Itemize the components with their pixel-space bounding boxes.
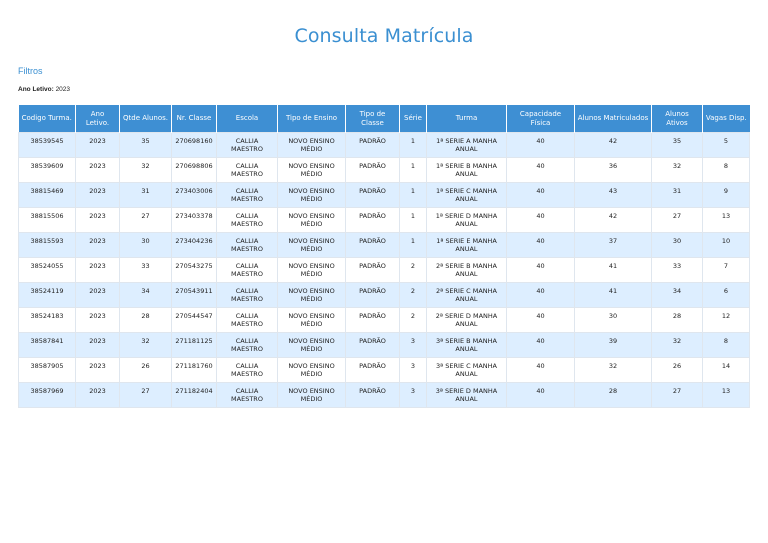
cell-serie: 1 [400, 158, 427, 183]
cell-capacidade-fisica: 40 [507, 358, 575, 383]
cell-alunos-matriculados: 41 [575, 258, 652, 283]
cell-qtde-alunos: 33 [120, 258, 172, 283]
cell-codigo-turma: 38539609 [19, 158, 76, 183]
cell-codigo-turma: 38815469 [19, 183, 76, 208]
cell-vagas-disp: 8 [703, 333, 750, 358]
cell-alunos-ativos: 33 [652, 258, 703, 283]
cell-capacidade-fisica: 40 [507, 233, 575, 258]
table-body [19, 133, 750, 408]
cell-turma: 1ª SERIE B MANHA ANUAL [427, 158, 507, 183]
table-row [19, 158, 750, 183]
enrollment-table [18, 105, 750, 408]
cell-alunos-ativos: 28 [652, 308, 703, 333]
cell-tipo-classe: PADRÃO [346, 308, 400, 333]
column-header-serie: Série [400, 105, 427, 133]
cell-capacidade-fisica: 40 [507, 283, 575, 308]
cell-alunos-matriculados: 30 [575, 308, 652, 333]
cell-escola: CALLIA MAESTRO [217, 233, 278, 258]
cell-tipo-ensino: NOVO ENSINO MÉDIO [278, 133, 346, 158]
cell-vagas-disp: 8 [703, 158, 750, 183]
column-header-alunos-matriculados: Alunos Matriculados [575, 105, 652, 133]
table-row [19, 258, 750, 283]
cell-ano-letivo: 2023 [76, 283, 120, 308]
cell-tipo-classe: PADRÃO [346, 283, 400, 308]
cell-tipo-classe: PADRÃO [346, 358, 400, 383]
cell-turma: 1ª SERIE C MANHA ANUAL [427, 183, 507, 208]
cell-ano-letivo: 2023 [76, 383, 120, 408]
cell-nr-classe: 270543911 [172, 283, 217, 308]
column-header-turma: Turma [427, 105, 507, 133]
cell-capacidade-fisica: 40 [507, 183, 575, 208]
column-header-escola: Escola [217, 105, 278, 133]
cell-tipo-ensino: NOVO ENSINO MÉDIO [278, 183, 346, 208]
cell-alunos-ativos: 31 [652, 183, 703, 208]
cell-escola: CALLIA MAESTRO [217, 158, 278, 183]
cell-tipo-ensino: NOVO ENSINO MÉDIO [278, 383, 346, 408]
cell-qtde-alunos: 34 [120, 283, 172, 308]
cell-tipo-classe: PADRÃO [346, 383, 400, 408]
cell-alunos-ativos: 32 [652, 333, 703, 358]
cell-ano-letivo: 2023 [76, 233, 120, 258]
cell-qtde-alunos: 32 [120, 158, 172, 183]
filter-ano-letivo [18, 86, 70, 93]
cell-alunos-ativos: 32 [652, 158, 703, 183]
table-row [19, 308, 750, 333]
cell-turma: 1ª SERIE A MANHA ANUAL [427, 133, 507, 158]
cell-qtde-alunos: 27 [120, 208, 172, 233]
cell-nr-classe: 270543275 [172, 258, 217, 283]
column-header-ano-letivo: Ano Letivo. [76, 105, 120, 133]
cell-serie: 1 [400, 133, 427, 158]
cell-tipo-ensino: NOVO ENSINO MÉDIO [278, 308, 346, 333]
table-row [19, 283, 750, 308]
cell-ano-letivo: 2023 [76, 183, 120, 208]
column-header-capacidade-fisica: Capacidade Física [507, 105, 575, 133]
cell-codigo-turma: 38539545 [19, 133, 76, 158]
cell-serie: 3 [400, 333, 427, 358]
cell-nr-classe: 271182404 [172, 383, 217, 408]
cell-turma: 3ª SERIE B MANHA ANUAL [427, 333, 507, 358]
cell-vagas-disp: 10 [703, 233, 750, 258]
cell-tipo-classe: PADRÃO [346, 158, 400, 183]
cell-nr-classe: 273403378 [172, 208, 217, 233]
cell-capacidade-fisica: 40 [507, 133, 575, 158]
cell-turma: 1ª SERIE D MANHA ANUAL [427, 208, 507, 233]
column-header-nr-classe: Nr. Classe [172, 105, 217, 133]
cell-escola: CALLIA MAESTRO [217, 283, 278, 308]
cell-turma: 3ª SERIE C MANHA ANUAL [427, 358, 507, 383]
filter-value: 2023 [55, 86, 71, 93]
table-row [19, 233, 750, 258]
cell-qtde-alunos: 35 [120, 133, 172, 158]
cell-serie: 3 [400, 358, 427, 383]
cell-vagas-disp: 14 [703, 358, 750, 383]
column-header-alunos-ativos: Alunos Ativos [652, 105, 703, 133]
cell-codigo-turma: 38587841 [19, 333, 76, 358]
cell-serie: 2 [400, 308, 427, 333]
cell-vagas-disp: 7 [703, 258, 750, 283]
cell-ano-letivo: 2023 [76, 308, 120, 333]
cell-ano-letivo: 2023 [76, 358, 120, 383]
cell-tipo-classe: PADRÃO [346, 133, 400, 158]
cell-nr-classe: 271181125 [172, 333, 217, 358]
table-row [19, 208, 750, 233]
column-header-vagas-disp: Vagas Disp. [703, 105, 750, 133]
column-header-tipo-classe: Tipo de Classe [346, 105, 400, 133]
cell-escola: CALLIA MAESTRO [217, 133, 278, 158]
cell-ano-letivo: 2023 [76, 208, 120, 233]
cell-alunos-matriculados: 32 [575, 358, 652, 383]
cell-tipo-ensino: NOVO ENSINO MÉDIO [278, 158, 346, 183]
cell-capacidade-fisica: 40 [507, 333, 575, 358]
cell-codigo-turma: 38524183 [19, 308, 76, 333]
cell-escola: CALLIA MAESTRO [217, 333, 278, 358]
cell-ano-letivo: 2023 [76, 133, 120, 158]
cell-capacidade-fisica: 40 [507, 383, 575, 408]
cell-alunos-matriculados: 41 [575, 283, 652, 308]
cell-ano-letivo: 2023 [76, 333, 120, 358]
cell-tipo-ensino: NOVO ENSINO MÉDIO [278, 283, 346, 308]
cell-vagas-disp: 5 [703, 133, 750, 158]
cell-codigo-turma: 38524119 [19, 283, 76, 308]
cell-alunos-matriculados: 37 [575, 233, 652, 258]
cell-vagas-disp: 13 [703, 208, 750, 233]
cell-escola: CALLIA MAESTRO [217, 308, 278, 333]
cell-tipo-ensino: NOVO ENSINO MÉDIO [278, 358, 346, 383]
table-header-row [19, 105, 750, 133]
cell-codigo-turma: 38587905 [19, 358, 76, 383]
cell-alunos-matriculados: 43 [575, 183, 652, 208]
cell-escola: CALLIA MAESTRO [217, 258, 278, 283]
cell-qtde-alunos: 30 [120, 233, 172, 258]
cell-qtde-alunos: 26 [120, 358, 172, 383]
cell-tipo-classe: PADRÃO [346, 233, 400, 258]
cell-alunos-matriculados: 42 [575, 133, 652, 158]
cell-alunos-ativos: 35 [652, 133, 703, 158]
cell-capacidade-fisica: 40 [507, 258, 575, 283]
column-header-codigo-turma: Codigo Turma. [19, 105, 76, 133]
cell-turma: 2ª SERIE B MANHA ANUAL [427, 258, 507, 283]
cell-escola: CALLIA MAESTRO [217, 358, 278, 383]
cell-qtde-alunos: 32 [120, 333, 172, 358]
filters-heading: Filtros [18, 66, 43, 76]
cell-tipo-classe: PADRÃO [346, 258, 400, 283]
cell-alunos-ativos: 26 [652, 358, 703, 383]
cell-nr-classe: 271181760 [172, 358, 217, 383]
column-header-qtde-alunos: Qtde Alunos. [120, 105, 172, 133]
table-row [19, 358, 750, 383]
cell-nr-classe: 273404236 [172, 233, 217, 258]
table-row [19, 333, 750, 358]
cell-qtde-alunos: 31 [120, 183, 172, 208]
cell-alunos-matriculados: 39 [575, 333, 652, 358]
cell-serie: 1 [400, 233, 427, 258]
cell-tipo-ensino: NOVO ENSINO MÉDIO [278, 333, 346, 358]
cell-codigo-turma: 38815506 [19, 208, 76, 233]
table-row [19, 183, 750, 208]
cell-qtde-alunos: 28 [120, 308, 172, 333]
cell-escola: CALLIA MAESTRO [217, 208, 278, 233]
cell-serie: 2 [400, 258, 427, 283]
cell-alunos-ativos: 27 [652, 208, 703, 233]
table-row [19, 133, 750, 158]
cell-tipo-classe: PADRÃO [346, 333, 400, 358]
cell-serie: 3 [400, 383, 427, 408]
cell-turma: 2ª SERIE D MANHA ANUAL [427, 308, 507, 333]
cell-tipo-ensino: NOVO ENSINO MÉDIO [278, 233, 346, 258]
cell-serie: 1 [400, 208, 427, 233]
cell-nr-classe: 270698806 [172, 158, 217, 183]
cell-serie: 2 [400, 283, 427, 308]
cell-serie: 1 [400, 183, 427, 208]
cell-alunos-matriculados: 36 [575, 158, 652, 183]
cell-capacidade-fisica: 40 [507, 308, 575, 333]
filter-label: Ano Letivo: [18, 86, 54, 93]
cell-turma: 1ª SERIE E MANHA ANUAL [427, 233, 507, 258]
cell-capacidade-fisica: 40 [507, 158, 575, 183]
cell-turma: 3ª SERIE D MANHA ANUAL [427, 383, 507, 408]
page-title: Consulta Matrícula [294, 25, 474, 47]
cell-vagas-disp: 9 [703, 183, 750, 208]
cell-tipo-ensino: NOVO ENSINO MÉDIO [278, 258, 346, 283]
cell-escola: CALLIA MAESTRO [217, 183, 278, 208]
cell-nr-classe: 270698160 [172, 133, 217, 158]
cell-capacidade-fisica: 40 [507, 208, 575, 233]
cell-alunos-matriculados: 42 [575, 208, 652, 233]
cell-alunos-ativos: 30 [652, 233, 703, 258]
cell-vagas-disp: 6 [703, 283, 750, 308]
column-header-tipo-ensino: Tipo de Ensino [278, 105, 346, 133]
cell-nr-classe: 270544547 [172, 308, 217, 333]
cell-vagas-disp: 13 [703, 383, 750, 408]
table-row [19, 383, 750, 408]
cell-codigo-turma: 38815593 [19, 233, 76, 258]
cell-tipo-classe: PADRÃO [346, 183, 400, 208]
cell-turma: 2ª SERIE C MANHA ANUAL [427, 283, 507, 308]
cell-alunos-ativos: 34 [652, 283, 703, 308]
cell-tipo-ensino: NOVO ENSINO MÉDIO [278, 208, 346, 233]
cell-qtde-alunos: 27 [120, 383, 172, 408]
cell-codigo-turma: 38587969 [19, 383, 76, 408]
cell-ano-letivo: 2023 [76, 258, 120, 283]
cell-escola: CALLIA MAESTRO [217, 383, 278, 408]
cell-ano-letivo: 2023 [76, 158, 120, 183]
cell-nr-classe: 273403006 [172, 183, 217, 208]
cell-tipo-classe: PADRÃO [346, 208, 400, 233]
cell-alunos-matriculados: 28 [575, 383, 652, 408]
cell-alunos-ativos: 27 [652, 383, 703, 408]
cell-codigo-turma: 38524055 [19, 258, 76, 283]
cell-vagas-disp: 12 [703, 308, 750, 333]
